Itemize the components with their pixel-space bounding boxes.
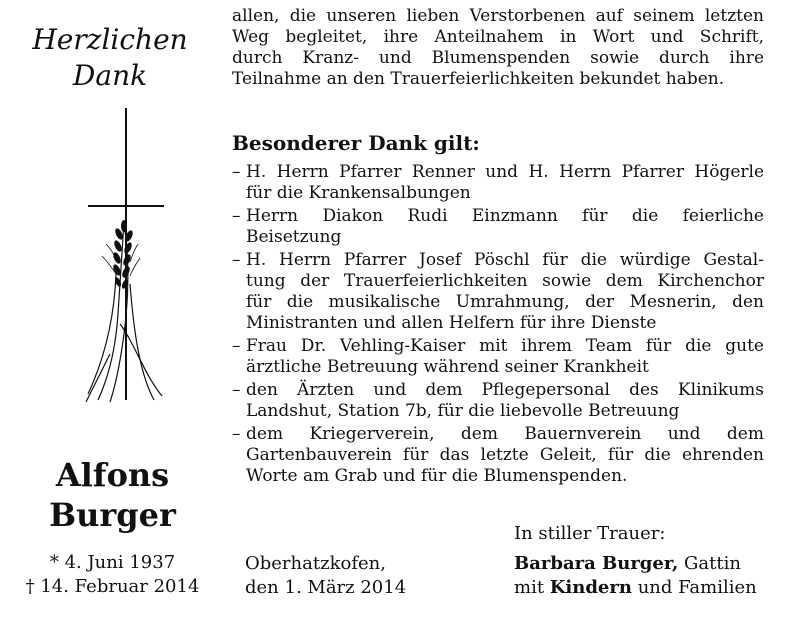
list-item xyxy=(232,206,764,248)
cross-horizontal-bar xyxy=(88,205,164,207)
dash-bullet: – xyxy=(232,206,241,226)
intro-line: allen, die unseren lieben Verstorbenen auf seinem letzten xyxy=(232,6,764,26)
list-item-line: Worte am Grab und für die Blumenspenden. xyxy=(246,466,628,486)
list-item-line: für die Krankensalbungen xyxy=(246,183,471,203)
left-column xyxy=(0,0,220,622)
list-item-line: Landshut, Station 7b, für die liebevolle Betreuung xyxy=(246,401,680,421)
intro-line: durch Kranz- und Blumenspenden sowie durch ihre xyxy=(232,48,764,68)
place-text: Oberhatzkofen, xyxy=(245,553,386,574)
thanks-list xyxy=(232,162,764,489)
list-item-line: für die musikalische Umrahmung, der Mesnerin, den xyxy=(246,292,764,312)
list-item-line: H. Herrn Pfarrer Josef Pöschl für die würdige Gestal- xyxy=(246,250,764,270)
list-item-line: Beisetzung xyxy=(246,227,342,247)
wheat-icon xyxy=(80,214,170,404)
death-date: † 14. Februar 2014 xyxy=(25,576,200,597)
widow-line xyxy=(514,552,741,576)
heading-line-2: Dank xyxy=(72,59,148,92)
birth-date: * 4. Juni 1937 xyxy=(49,552,176,573)
dash-bullet: – xyxy=(232,380,241,400)
deceased-first-name: Alfons xyxy=(55,456,170,494)
list-item xyxy=(232,380,764,422)
family-suffix: und Familien xyxy=(631,577,757,598)
dash-bullet: – xyxy=(232,424,241,444)
deceased-last-name: Burger xyxy=(49,496,176,534)
widow-name: Barbara Burger, xyxy=(514,553,679,574)
heading-line-1: Herzlichen xyxy=(32,23,188,56)
dash-bullet: – xyxy=(232,250,241,270)
list-item xyxy=(232,336,764,378)
list-item xyxy=(232,424,764,487)
widow-role: Gattin xyxy=(678,553,741,574)
date-text: den 1. März 2014 xyxy=(245,577,407,598)
list-item-line: Ministranten und allen Helfern für ihre Dienste xyxy=(246,313,657,333)
dash-bullet: – xyxy=(232,336,241,356)
list-item-line: H. Herrn Pfarrer Renner und H. Herrn Pfarrer Högerle xyxy=(246,162,764,182)
intro-paragraph xyxy=(232,6,764,90)
list-item xyxy=(232,162,764,204)
family-line xyxy=(514,576,757,600)
list-item-line: Gartenbauverein für das letzte Geleit, für die ehrenden xyxy=(246,445,764,465)
thanks-heading: Besonderer Dank gilt: xyxy=(232,131,480,155)
list-item-line: den Ärzten und dem Pflegepersonal des Klinikums xyxy=(246,380,764,400)
list-item-line: tung der Trauerfeierlichkeiten sowie dem Kirchenchor xyxy=(246,271,764,291)
list-item-line: Frau Dr. Vehling-Kaiser mit ihrem Team für die gute xyxy=(246,336,764,356)
dash-bullet: – xyxy=(232,162,241,182)
list-item-line: dem Kriegerverein, dem Bauernverein und dem xyxy=(246,424,764,444)
family-bold: Kindern xyxy=(549,577,632,598)
family-prefix: mit xyxy=(514,577,550,598)
intro-line: Teilnahme an den Trauerfeierlichkeiten bekundet haben. xyxy=(232,69,725,89)
list-item-line: Herrn Diakon Rudi Einzmann für die feierliche xyxy=(246,206,764,226)
mourning-label: In stiller Trauer: xyxy=(514,523,666,544)
intro-line: Weg begleitet, ihre Anteilnahem in Wort und Schrift, xyxy=(232,27,764,47)
list-item xyxy=(232,250,764,334)
list-item-line: ärztliche Betreuung während seiner Krankheit xyxy=(246,357,649,377)
